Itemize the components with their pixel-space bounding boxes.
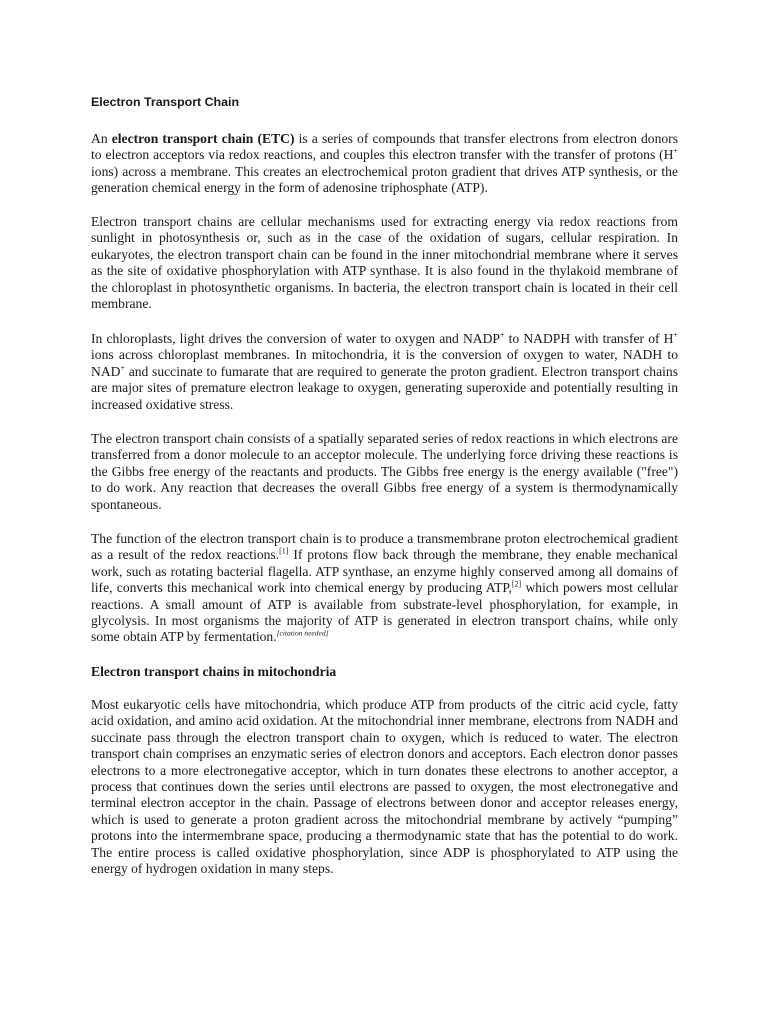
paragraph-gibbs: The electron transport chain consists of a spatially separated series of redox reactions in which electrons are transferred from a donor molecule to an acceptor molecule. The underlying force driving these reactions is the Gibbs free energy of the reactants and products. The Gibbs free energy is the energy available ("free") to do work. Any reaction that decreases the overall Gibbs free energy of a system is thermodynamically spontaneous. xyxy=(91,431,678,512)
citation-link[interactable]: [1] xyxy=(279,546,289,556)
document-title: Electron Transport Chain xyxy=(91,95,240,109)
citation-needed-link[interactable]: [citation needed] xyxy=(276,628,329,638)
paragraph-mechanisms: Electron transport chains are cellular mechanisms used for extracting energy via redox reactions from sunlight in photosynthesis or, such as in the case of the oxidation of sugars, cellular respiration. In eukaryotes, the electron transport chain can be found in the inner mitochondrial membrane where it serves as the site of oxidative phosphorylation with ATP synthase. It is also found in the thylakoid membrane of the chloroplast in photosynthetic organisms. In bacteria, the electron transport chain is located in their cell membrane. xyxy=(91,214,678,312)
section-heading: Electron transport chains in mitochondria xyxy=(91,664,337,679)
paragraph-intro: An electron transport chain (ETC) is a series of compounds that transfer electrons from electron donors to electron acceptors via redox reactions, and couples this electron transfer with the transfer of protons (H+ ions) across a membrane. This creates an electrochemical proton gradient that drives ATP synthesis, or the generation chemical energy in the form of adenosine triphosphate (ATP). xyxy=(91,131,678,196)
paragraph-chloroplasts: In chloroplasts, light drives the conversion of water to oxygen and NADP+ to NADPH with transfer of H+ ions across chloroplast membranes. In mitochondria, it is the conversion of oxygen to water, NADH to NAD+ and succinate to fumarate that are required to generate the proton gradient. Electron transport chains are major sites of premature electron leakage to oxygen, generating superoxide and potentially resulting in increased oxidative stress. xyxy=(91,330,678,412)
paragraph-mitochondria: Most eukaryotic cells have mitochondria, which produce ATP from products of the citric acid cycle, fatty acid oxidation, and amino acid oxidation. At the mitochondrial inner membrane, electrons from NADH and succinate pass through the electron transport chain to oxygen, which is reduced to water. The electron transport chain comprises an enzymatic series of electron donors and acceptors. Each electron donor passes electrons to a more electronegative acceptor, which in turn donates these electrons to another acceptor, a process that continues down the series until electrons are passed to oxygen, the most electronegative and terminal electron acceptor in the chain. Passage of electrons between donor and acceptor releases energy, which is used to generate a proton gradient across the mitochondrial membrane by actively “pumping” protons into the intermembrane space, producing a thermodynamic state that has the potential to do work. The entire process is called oxidative phosphorylation, since ADP is phosphorylated to ATP using the energy of hydrogen oxidation in many steps. xyxy=(91,697,678,877)
paragraph-function: The function of the electron transport chain is to produce a transmembrane proton electrochemical gradient as a result of the redox reactions.[1] If protons flow back through the membrane, they enable mechanical work, such as rotating bacterial flagella. ATP synthase, an enzyme highly conserved among all domains of life, converts this mechanical work into chemical energy by producing ATP,[2] which powers most cellular reactions. A small amount of ATP is available from substrate-level phosphorylation, for example, in glycolysis. In most organisms the majority of ATP is generated in electron transport chains, while only some obtain ATP by fermentation.[citation needed] xyxy=(91,531,678,645)
term-etc: electron transport chain (ETC) xyxy=(111,131,295,146)
citation-link[interactable]: [2] xyxy=(511,579,522,589)
